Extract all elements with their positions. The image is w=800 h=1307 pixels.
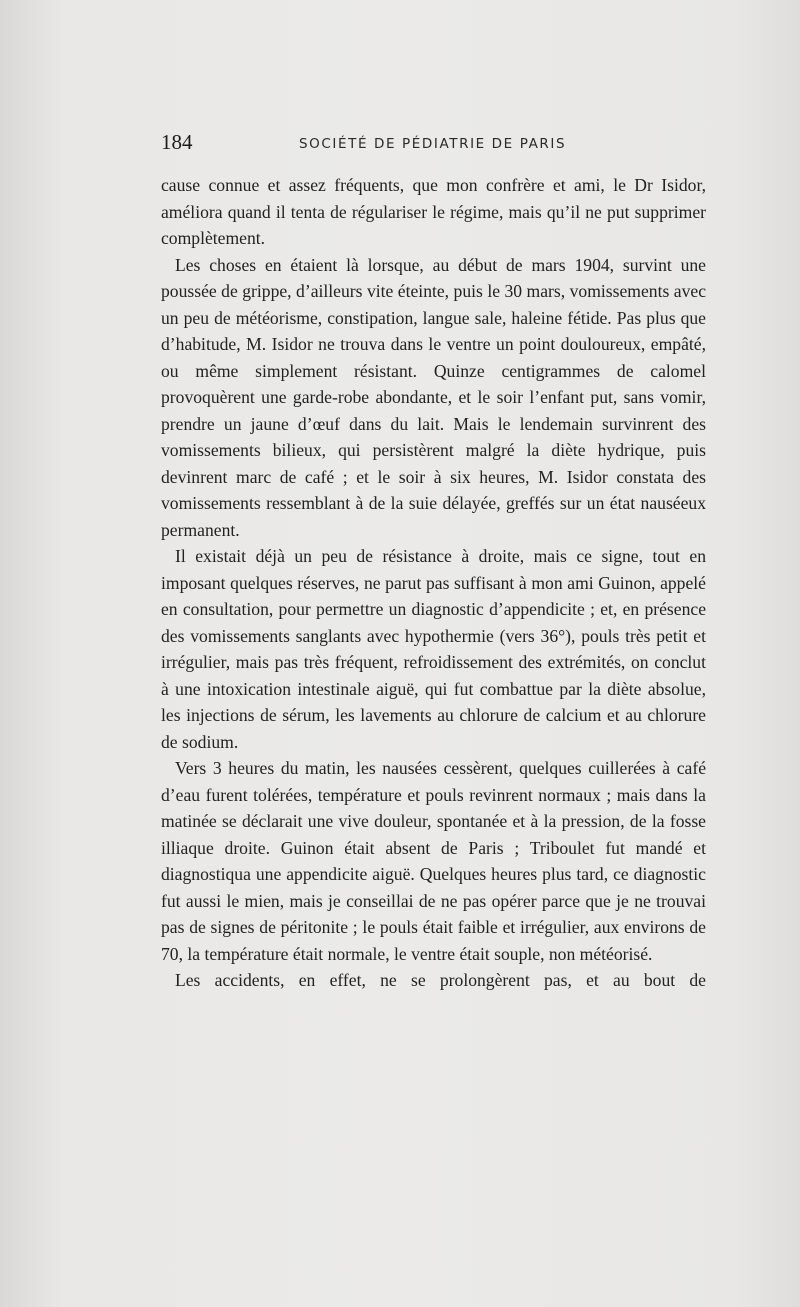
running-head: SOCIÉTÉ DE PÉDIATRIE DE PARIS xyxy=(299,136,567,152)
paragraph: Les accidents, en effet, ne se prolongèrent pas, et au bout de xyxy=(175,970,706,990)
page-number: 184 xyxy=(161,130,193,154)
paragraph: cause connue et assez fréquents, que mon confrère et ami, le Dr Isidor, améliora quand il tenta de régulariser le régime, mais qu’il ne put supprimer complètement. xyxy=(161,175,706,248)
body-text xyxy=(161,172,706,994)
paragraph: Il existait déjà un peu de résistance à droite, mais ce signe, tout en imposant quelques réserves, ne parut pas suffisant à mon ami Guinon, appelé en consultation, pour permettre un diagnostic d’appendicite ; et, en présence des vomissements sanglants avec hypothermie (vers 36°), pouls très petit et irrégulier, mais pas très fréquent, refroidissement des extrémités, on conclut à une intoxication intestinale aiguë, qui fut combattue par la diète absolue, les injections de sérum, les lavements au chlorure de calcium et au chlorure de sodium. xyxy=(161,546,706,752)
page-header xyxy=(161,130,706,158)
paragraph: Les choses en étaient là lorsque, au début de mars 1904, survint une poussée de grippe, d’ailleurs vite éteinte, puis le 30 mars, vomissements avec un peu de météorisme, constipation, langue sale, haleine fétide. Pas plus que d’habitude, M. Isidor ne trouva dans le ventre un point douloureux, empâté, ou même simplement résistant. Quinze centigrammes de calomel provoquèrent une garde-robe abondante, et le soir l’enfant put, sans vomir, prendre un jaune d’œuf dans du lait. Mais le lendemain survinrent des vomissements bilieux, qui persistèrent malgré la diète hydrique, puis devinrent marc de café ; et le soir à six heures, M. Isidor constata des vomissements ressemblant à de la suie délayée, greffés sur un état nauséeux permanent. xyxy=(161,254,706,540)
paragraph: Vers 3 heures du matin, les nausées cessèrent, quelques cuillerées à café d’eau furent tolérées, température et pouls revinrent normaux ; mais dans la matinée se déclarait une vive douleur, spontanée et à la pression, de la fosse illiaque droite. Guinon était absent de Paris ; Triboulet fut mandé et diagnostiqua une appendicite aiguë. Quelques heures plus tard, ce diagnostic fut aussi le mien, mais je conseillai de ne pas opérer parce que je ne trouvai pas de signes de péritonite ; le pouls était faible et irrégulier, aux environs de 70, la température était normale, le ventre était souple, non météorisé. xyxy=(161,758,706,964)
